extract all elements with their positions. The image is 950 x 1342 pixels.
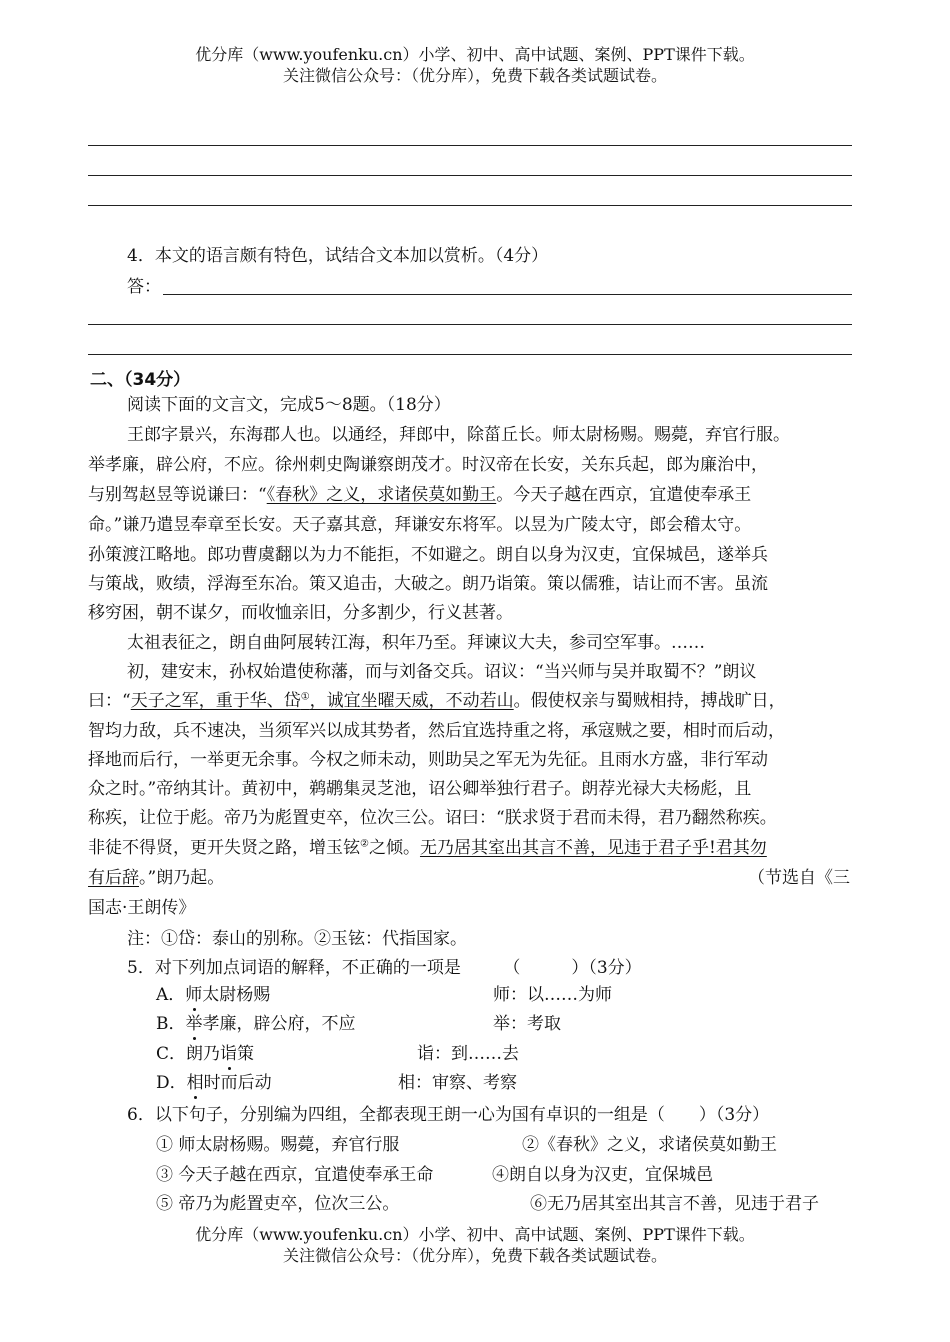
underlined-sentence: 无乃居其室出其言不善，见违于君子乎!君其勿 <box>419 838 767 858</box>
source-citation: 国志·王朗传》 <box>88 898 196 918</box>
page-footer-line-1: 优分库（www.youfenku.cn）小学、初中、高中试题、案例、PPT课件下载。 <box>195 1225 755 1244</box>
answer-label: 答： <box>127 277 161 297</box>
passage-line: 众之时。”帝纳其计。黄初中，鹈鹕集灵芝池，诏公卿举独行君子。朗荐光禄大夫杨彪，且 <box>88 779 752 799</box>
option-b: B．举孝廉，辟公府，不应 <box>156 1014 356 1034</box>
passage-line: 移穷困，朝不谋夕，而收恤亲旧，分多割少，行义甚著。 <box>88 603 513 623</box>
passage-line: 智均力敌，兵不速决，当须军兴以成其势者，然后宜选持重之将，承寇贼之要，相时而后动， <box>88 721 785 741</box>
q6-item: ⑥无乃居其室出其言不善，见违于君子 <box>530 1194 819 1214</box>
answer-line <box>88 205 852 206</box>
dotted-word: 诣 <box>220 1044 238 1064</box>
underlined-sentence: 天子之军，重于华、岱①，诚宜坐曜天威，不动若山 <box>130 691 514 711</box>
option-c-gloss: 诣：到……去 <box>417 1044 519 1064</box>
passage-line: 举孝廉，辟公府，不应。徐州刺史陶谦察朗茂才。时汉帝在长安，关东兵起，郎为廉治中， <box>88 455 768 475</box>
passage-line: 孙策渡江略地。郎功曹虞翻以为力不能拒，不如避之。朗自以身为汉吏，宜保城邑，遂举兵 <box>88 545 768 565</box>
dotted-word: 相 <box>186 1073 204 1093</box>
underlined-sentence: 有后辞 <box>88 868 139 888</box>
passage-line: 非徒不得贤，更开失贤之路，增玉铉②之倾。无乃居其室出其言不善，见违于君子乎!君其勿 <box>88 838 767 858</box>
section-intro: 阅读下面的文言文，完成5～8题。（18分） <box>127 395 451 415</box>
answer-line <box>88 354 852 355</box>
option-b-gloss: 举：考取 <box>493 1014 561 1034</box>
passage-line: 有后辞。”朗乃起。 <box>88 868 225 888</box>
footnote: 注：①岱：泰山的别称。②玉铉：代指国家。 <box>127 929 467 949</box>
dotted-word: 举 <box>185 1014 203 1034</box>
passage-line: 王郎字景兴，东海郡人也。以通经，拜郎中，除菑丘长。师太尉杨赐。赐薨，弃官行服。 <box>127 425 790 445</box>
passage-line: 择地而后行，一举更无余事。今权之师未动，则助吴之军无为先征。且雨水方盛，非行军动 <box>88 750 768 770</box>
underlined-sentence: 《春秋》之义，求诸侯莫如勤王 <box>266 485 497 505</box>
passage-line: 命。”谦乃遣昱奉章至长安。天子嘉其意，拜谦安东将军。以昱为广陵太守，郎会稽太守。 <box>88 515 752 535</box>
question-6: 6．以下句子，分别编为四组，全都表现王朗一心为国有卓识的一组是（ ）（3分） <box>127 1105 770 1125</box>
page-header-line-2: 关注微信公众号：（优分库），免费下载各类试题试卷。 <box>282 66 667 85</box>
q6-item: ②《春秋》之义，求诸侯莫如勤王 <box>522 1135 777 1155</box>
page-header-line-1: 优分库（www.youfenku.cn）小学、初中、高中试题、案例、PPT课件下载。 <box>195 45 755 64</box>
passage-line: 初，建安末，孙权始遣使称藩，而与刘备交兵。诏议：“当兴师与吴并取蜀不？”朗议 <box>127 662 757 682</box>
question-5: 5．对下列加点词语的解释，不正确的一项是 （ ）（3分） <box>127 958 642 978</box>
answer-line <box>88 324 852 325</box>
passage-line: 与策战，败绩，浮海至东冶。策又追击，大破之。朗乃诣策。策以儒雅，诘让而不害。虽流 <box>88 574 768 594</box>
option-a: A．师太尉杨赐 <box>156 985 271 1005</box>
passage-line: 曰：“天子之军，重于华、岱①，诚宜坐曜天威，不动若山。假使权亲与蜀贼相持，搏战旷日， <box>88 691 786 711</box>
option-d-gloss: 相：审察、考察 <box>398 1073 517 1093</box>
passage-line: 与别驾赵昱等说谦曰：“《春秋》之义，求诸侯莫如勤王。今天子越在西京，宜遣使奉承王 <box>88 485 752 505</box>
q6-item: ① 师太尉杨赐。赐薨，弃官行服 <box>156 1135 400 1155</box>
passage-line: 称疾，让位于彪。帝乃为彪置吏卒，位次三公。诏曰：“朕求贤于君而未得，君乃翻然称疾。 <box>88 808 777 828</box>
dotted-word: 师 <box>185 985 203 1005</box>
option-a-gloss: 师：以……为师 <box>493 985 612 1005</box>
source-citation: （节选自《三 <box>748 868 850 888</box>
option-c: C．朗乃诣策 <box>156 1044 255 1064</box>
section-heading: 二、（34分） <box>90 370 191 390</box>
question-4: 4．本文的语言颇有特色，试结合文本加以赏析。（4分） <box>127 246 549 266</box>
answer-line <box>163 294 852 295</box>
page-footer-line-2: 关注微信公众号：（优分库），免费下载各类试题试卷。 <box>282 1246 667 1265</box>
q6-item: ④朗自以身为汉吏，宜保城邑 <box>492 1165 713 1185</box>
q6-item: ③ 今天子越在西京，宜遣使奉承王命 <box>156 1165 434 1185</box>
answer-line <box>88 145 852 146</box>
answer-line <box>88 175 852 176</box>
q6-item: ⑤ 帝乃为彪置吏卒，位次三公。 <box>156 1194 400 1214</box>
passage-line: 太祖表征之，朗自曲阿展转江海，积年乃至。拜谏议大夫，参司空军事。…… <box>127 633 705 653</box>
option-d: D．相时而后动 <box>156 1073 272 1093</box>
